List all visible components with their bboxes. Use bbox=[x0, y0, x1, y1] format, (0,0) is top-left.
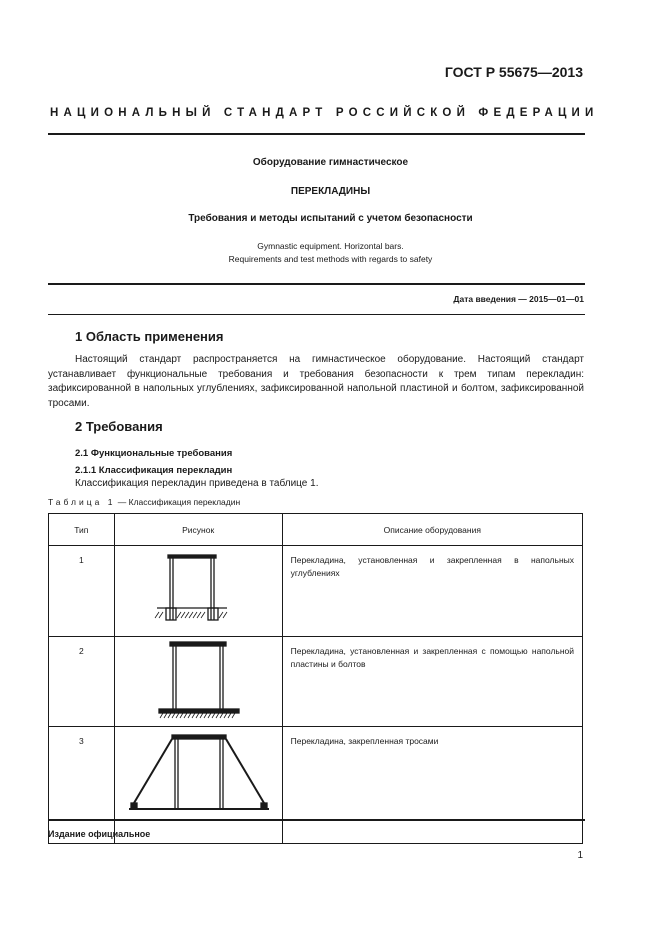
figure-floor-sockets bbox=[114, 546, 282, 637]
title-line-1: Оборудование гимнастическое bbox=[252, 157, 409, 168]
row-description: Перекладина, установленная и закрепленная в напольных углублениях bbox=[282, 546, 582, 637]
title-rule bbox=[48, 283, 585, 285]
floor-plate-bar-drawing bbox=[115, 637, 282, 724]
header-rule bbox=[48, 133, 585, 135]
figure-floor-plate bbox=[114, 637, 282, 727]
header-type: Тип bbox=[49, 514, 115, 546]
row-type: 3 bbox=[49, 727, 115, 844]
date-rule bbox=[48, 314, 585, 315]
english-title-2: Requirements and test methods with regards to safety bbox=[228, 254, 433, 264]
national-standard-heading: НАЦИОНАЛЬНЫЙ СТАНДАРТ РОССИЙСКОЙ ФЕДЕРАЦИИ bbox=[50, 107, 599, 119]
section-2-heading: 2 Требования bbox=[75, 419, 163, 434]
section-1-heading: 1 Область применения bbox=[75, 329, 224, 344]
subsection-2-1: 2.1 Функциональные требования bbox=[75, 448, 233, 459]
row-description: Перекладина, закрепленная тросами bbox=[282, 727, 582, 844]
header-description: Описание оборудования bbox=[282, 514, 582, 546]
header-figure: Рисунок bbox=[114, 514, 282, 546]
table-row bbox=[49, 727, 583, 844]
subsection-2-1-1-text: Классификация перекладин приведена в таблице 1. bbox=[75, 478, 319, 489]
page-number: 1 bbox=[577, 850, 583, 861]
row-description: Перекладина, установленная и закрепленная с помощью напольной пластины и болтов bbox=[282, 637, 582, 727]
title-line-3: Требования и методы испытаний с учетом безопасности bbox=[188, 213, 473, 224]
standard-code: ГОСТ Р 55675—2013 bbox=[444, 64, 583, 80]
english-title-1: Gymnastic equipment. Horizontal bars. bbox=[257, 241, 404, 251]
table-header-row bbox=[49, 514, 583, 546]
figure-cables bbox=[114, 727, 282, 844]
table-caption bbox=[48, 497, 240, 507]
row-type: 2 bbox=[49, 637, 115, 727]
subsection-2-1-1: 2.1.1 Классификация перекладин bbox=[75, 465, 233, 476]
cable-bar-drawing bbox=[115, 727, 282, 841]
footer-rule bbox=[48, 819, 585, 821]
table-row bbox=[49, 546, 583, 637]
title-line-2: ПЕРЕКЛАДИНЫ bbox=[290, 186, 371, 197]
official-edition: Издание официальное bbox=[48, 829, 151, 839]
row-type: 1 bbox=[49, 546, 115, 637]
classification-table bbox=[48, 513, 583, 844]
introduction-date: Дата введения — 2015—01—01 bbox=[453, 294, 584, 304]
table-caption-title: — Классификация перекладин bbox=[115, 497, 241, 507]
floor-socket-bar-drawing bbox=[115, 546, 282, 634]
section-1-text: Настоящий стандарт распространяется на гимнастическое оборудование. Настоящий стандарт устанавливает функциональные требования и требования безопасности к трем типам перекладин: зафиксированной в напольных углублениях, зафиксированной напольной пластиной и болтом, зафиксированной тросами. bbox=[48, 354, 584, 409]
table-row bbox=[49, 637, 583, 727]
table-caption-label: Таблица 1 bbox=[48, 497, 116, 507]
